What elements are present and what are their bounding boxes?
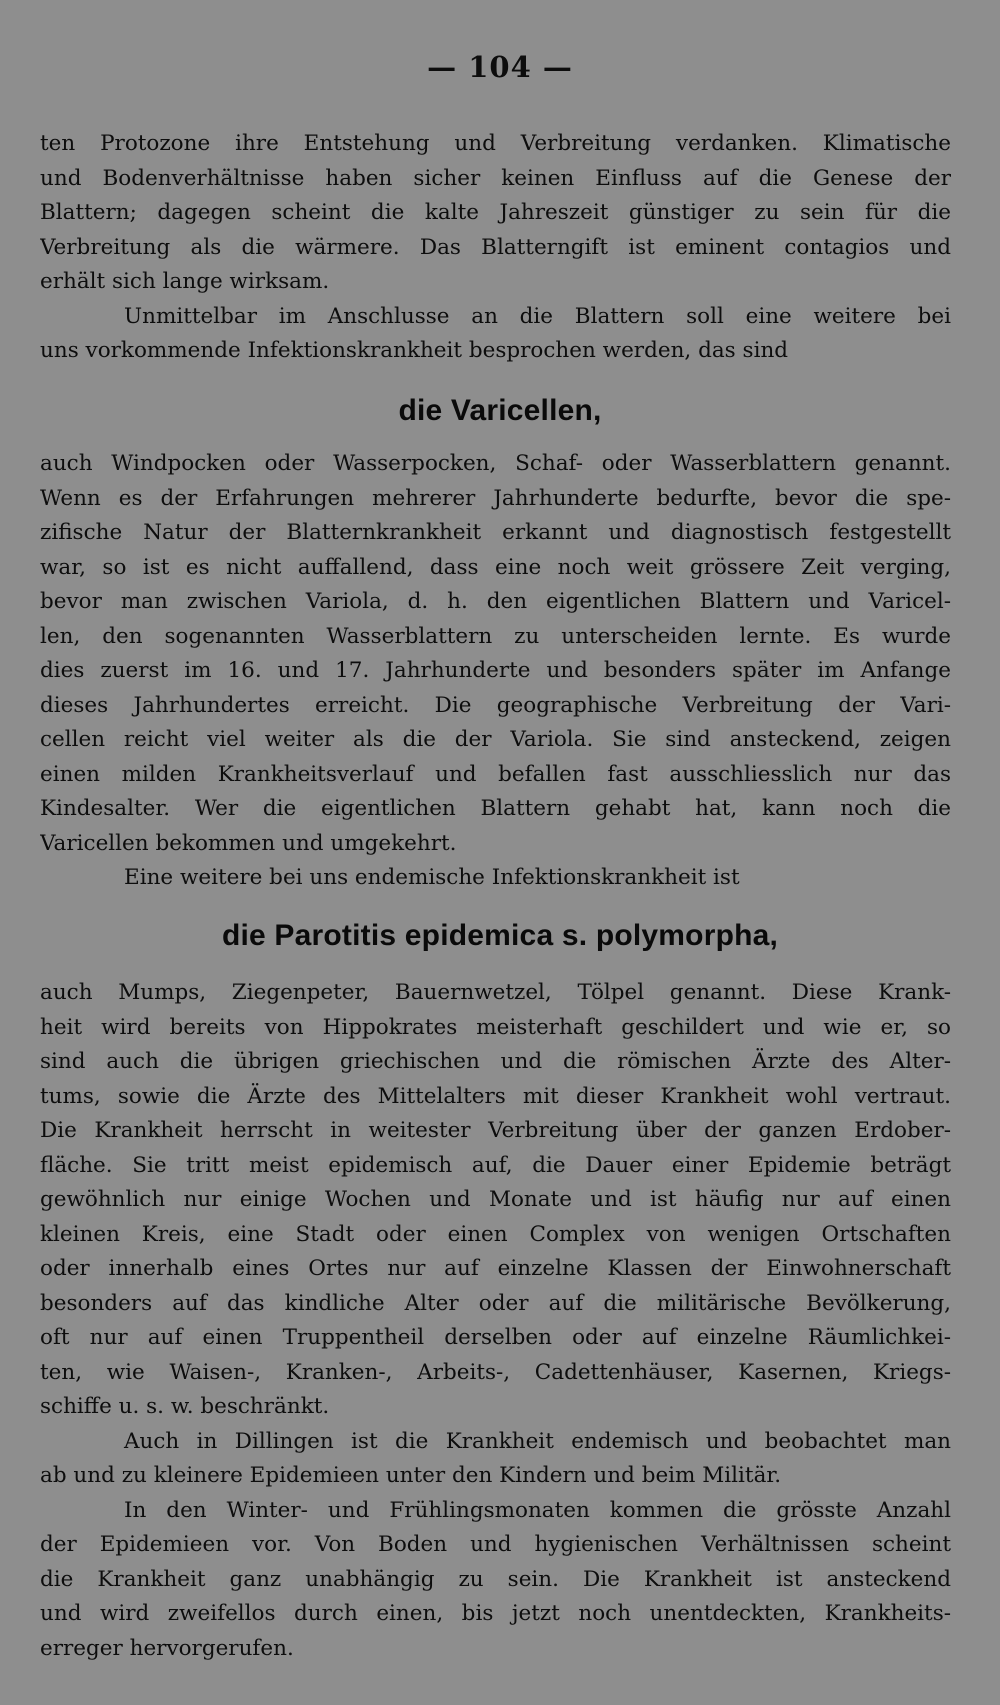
- text-line: einen milden Krankheitsverlauf und befallen fast ausschliesslich nur das: [40, 761, 951, 787]
- text-line: fläche. Sie tritt meist epidemisch auf, die Dauer einer Epidemie beträgt: [40, 1152, 951, 1178]
- text-line: und Bodenverhältnisse haben sicher keinen Einfluss auf die Genese der: [40, 165, 951, 191]
- text-line: ab und zu kleinere Epidemieen unter den Kindern und beim Militär.: [40, 1463, 782, 1488]
- text-line: und wird zweifellos durch einen, bis jetzt noch unentdeckten, Krankheits-: [40, 1601, 951, 1626]
- text-line: cellen reicht viel weiter als die der Variola. Sie sind ansteckend, zeigen: [40, 727, 951, 752]
- text-line: dies zuerst im 16. und 17. Jahrhunderte und besonders später im Anfange: [40, 658, 951, 683]
- section-heading-varicellen: die Varicellen,: [398, 394, 602, 427]
- text-line: der Epidemieen vor. Von Boden und hygienischen Verhältnissen scheint: [40, 1532, 951, 1557]
- text-line: kleinen Kreis, eine Stadt oder einen Complex von wenigen Ortschaften: [40, 1221, 951, 1247]
- text-line: Verbreitung als die wärmere. Das Blatterngift ist eminent contagios und: [40, 234, 951, 260]
- text-line: uns vorkommende Infektionskrankheit besprochen werden, das sind: [40, 338, 789, 363]
- text-line: tums, sowie die Ärzte des Mittelalters mit dieser Krankheit wohl vertraut.: [40, 1083, 951, 1109]
- text-line: oft nur auf einen Truppentheil derselben oder auf einzelne Räumlichkei-: [40, 1325, 951, 1350]
- text-line: auch Mumps, Ziegenpeter, Bauernwetzel, Tölpel genannt. Diese Krank-: [40, 980, 951, 1005]
- text-line: Unmittelbar im Anschlusse an die Blattern soll eine weitere bei: [124, 303, 951, 329]
- text-line: war, so ist es nicht auffallend, dass eine noch weit grössere Zeit verging,: [40, 554, 951, 580]
- text-line: Eine weitere bei uns endemische Infektionskrankheit ist: [124, 865, 740, 890]
- text-line: besonders auf das kindliche Alter oder auf die militärische Bevölkerung,: [40, 1290, 951, 1316]
- text-line: zifische Natur der Blatternkrankheit erkannt und diagnostisch festgestellt: [40, 520, 951, 545]
- text-line: Blattern; dagegen scheint die kalte Jahreszeit günstiger zu sein für die: [40, 200, 951, 225]
- text-line: In den Winter- und Frühlingsmonaten kommen die grösste Anzahl: [124, 1497, 951, 1523]
- text-line: bevor man zwischen Variola, d. h. den eigentlichen Blattern und Varicel-: [40, 589, 951, 614]
- text-line: gewöhnlich nur einige Wochen und Monate und ist häufig nur auf einen: [40, 1187, 951, 1212]
- text-line: schiffe u. s. w. beschränkt.: [40, 1394, 330, 1419]
- text-line: len, den sogenannten Wasserblattern zu unterscheiden lernte. Es wurde: [40, 623, 951, 649]
- text-line: erreger hervorgerufen.: [40, 1635, 294, 1661]
- text-line: oder innerhalb eines Ortes nur auf einzelne Klassen der Einwohnerschaft: [40, 1256, 951, 1281]
- section-heading-parotitis: die Parotitis epidemica s. polymorpha,: [221, 919, 779, 952]
- page-number: — 104 —: [427, 50, 573, 84]
- text-line: auch Windpocken oder Wasserpocken, Schaf- oder Wasserblattern genannt.: [40, 451, 951, 476]
- paragraph-block-2: [40, 447, 951, 896]
- text-line: erhält sich lange wirksam.: [40, 269, 330, 294]
- text-line: Die Krankheit herrscht in weitester Verbreitung über der ganzen Erdober-: [40, 1118, 951, 1143]
- text-line: dieses Jahrhundertes erreicht. Die geographische Verbreitung der Vari-: [40, 692, 951, 718]
- paragraph-block-3: [40, 976, 951, 1666]
- text-line: heit wird bereits von Hippokrates meisterhaft geschildert und wie er, so: [40, 1014, 951, 1040]
- text-line: Wenn es der Erfahrungen mehrerer Jahrhunderte bedurfte, bevor die spe-: [40, 485, 951, 511]
- text-line: ten Protozone ihre Entstehung und Verbreitung verdanken. Klimatische: [40, 131, 951, 156]
- text-line: ten, wie Waisen-, Kranken-, Arbeits-, Cadettenhäuser, Kasernen, Kriegs-: [40, 1359, 951, 1385]
- text-line: Varicellen bekommen und umgekehrt.: [40, 830, 457, 856]
- text-line: sind auch die übrigen griechischen und die römischen Ärzte des Alter-: [40, 1049, 951, 1074]
- text-line: Kindesalter. Wer die eigentlichen Blattern gehabt hat, kann noch die: [40, 796, 951, 821]
- paragraph-block-1: [40, 127, 951, 369]
- text-line: Auch in Dillingen ist die Krankheit endemisch und beobachtet man: [124, 1428, 951, 1454]
- text-line: die Krankheit ganz unabhängig zu sein. Die Krankheit ist ansteckend: [40, 1566, 951, 1592]
